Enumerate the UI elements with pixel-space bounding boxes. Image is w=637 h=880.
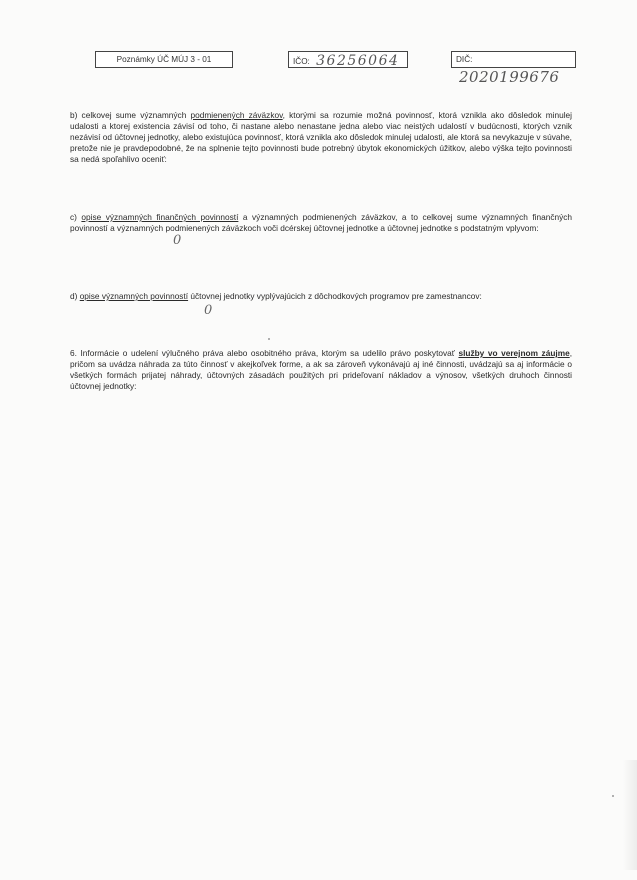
paragraph-d-prefix: d) — [70, 291, 80, 301]
paragraph-c-prefix: c) — [70, 212, 82, 222]
paragraph-d-handwritten-zero: 0 — [204, 303, 213, 318]
paragraph-6-text: , pričom sa uvádza náhrada za túto činnosť v akejkoľvek forme, a ak sa zároveň vykonávajú aj iné činnosti, uvádzajú sa aj informácie o všetkých formách prijatej náhrady, účtovných zásadách použitých pri prideľovaní nákladov a výnosov, všetkých druhoch činnosti účtovnej jednotky: — [70, 348, 573, 391]
ico-box — [288, 51, 408, 68]
dic-box — [451, 51, 576, 86]
paragraph-c — [70, 212, 572, 234]
paragraph-d-text: účtovnej jednotky vyplývajúcich z dôchodkových programov pre zamestnancov: — [188, 291, 482, 301]
dic-handwritten-value: 2020199676 — [459, 68, 560, 86]
paragraph-c-handwritten-zero: 0 — [173, 233, 182, 248]
scan-speck — [268, 338, 270, 340]
ico-handwritten-value: 36256064 — [316, 53, 400, 69]
paragraph-b-underlined-term: podmienených záväzkov — [190, 110, 283, 120]
form-id-label: Poznámky ÚČ MÚJ 3 - 01 — [116, 55, 212, 64]
paragraph-6-prefix: 6. Informácie o udelení výlučného práva alebo osobitného práva, ktorým sa udelilo právo poskytovať — [70, 348, 459, 358]
paragraph-b-prefix: b) celkovej sume významných — [70, 110, 191, 120]
scan-edge-shadow — [623, 760, 637, 870]
paragraph-6-bold-term: služby vo verejnom záujme — [458, 348, 570, 358]
paragraph-c-text: a významných podmienených záväzkov, a to celkovej sume významných finančných povinností a významných podmienených záväzkoch voči dcérskej účtovnej jednotke a účtovnej jednotke s podstatným vplyvom: — [70, 212, 573, 233]
paragraph-d-underlined-term: opise významných povinností — [79, 291, 189, 301]
paragraph-6 — [70, 348, 572, 392]
ico-label: IČO: — [293, 57, 310, 66]
scan-speck — [612, 795, 614, 797]
paragraph-c-underlined-term: opise významných finančných povinností — [81, 212, 239, 222]
paragraph-d — [70, 291, 572, 302]
dic-label: DIČ: — [456, 55, 473, 64]
paragraph-b — [70, 110, 572, 165]
form-id-box — [95, 51, 233, 68]
paragraph-b-text: , ktorými sa rozumie možná povinnosť, ktorá vznikla ako dôsledok minulej udalosti a ktorej existencia závisí od toho, či nastane alebo nenastane jedna alebo viac neistých udalostí v budúcnosti, ktorých vznik nezávisí od účtovnej jednotky, alebo existujúca povinnosť, ktorá vznikla ako dôsledok minulej udalosti, ale ktorá sa nevykazuje v súvahe, pretože nie je pravdepodobné, že na splnenie tejto povinnosti bude potrebný úbytok ekonomických úžitkov, alebo výška tejto povinnosti sa nedá spoľahlivo oceniť: — [70, 110, 572, 164]
